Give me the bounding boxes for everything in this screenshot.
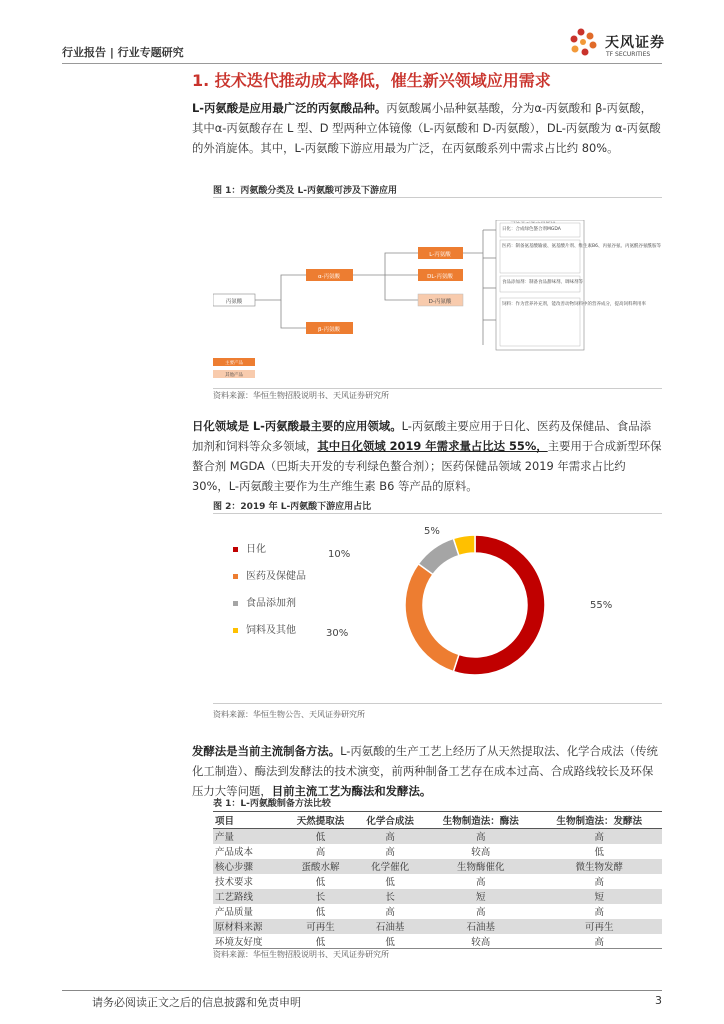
logo-sub: TF SECURITIES: [606, 51, 651, 58]
legend-label-2: 食品添加剂: [246, 598, 296, 609]
table-row: [213, 844, 662, 859]
fig2-top-line: [213, 513, 662, 514]
legend-item-1: [233, 567, 306, 582]
legend-label-3: 饲料及其他: [246, 625, 296, 636]
donut-chart: [400, 530, 550, 680]
footer-disclaimer: 请务必阅读正文之后的信息披露和免责申明: [92, 996, 301, 1009]
table-row: [213, 829, 662, 844]
table-cell: 低: [594, 847, 604, 858]
table-cell: 高: [385, 847, 395, 858]
app-3: 食品添加剂：制备食品甜味剂、调味剂等: [502, 280, 583, 285]
table-cell: 高: [594, 877, 604, 888]
node-alpha: α-丙氨酸: [317, 274, 341, 280]
fig2-source: 资料来源：华恒生物公告、天风证券研究所: [213, 710, 365, 719]
table-cell: 短: [425, 889, 537, 904]
table-row: [213, 859, 662, 874]
legend-label-1: 医药及保健品: [246, 571, 306, 582]
table-cell: 核心步骤: [213, 859, 286, 874]
data-label-1: 30%: [326, 628, 349, 639]
p3-bold1: 发酵法是当前主流制备方法。: [192, 744, 341, 758]
table-cell: 长: [355, 889, 425, 904]
fig1-top-line: [213, 197, 662, 198]
table-header-4: 生物制造法：发酵法: [537, 812, 663, 829]
table-cell: 高: [594, 907, 604, 918]
table-header-2: 化学合成法: [355, 812, 425, 829]
methods-table: [213, 811, 662, 949]
table-cell: 蛋酸水解: [286, 859, 356, 874]
app-1: 日化：合成绿色螯合剂MGDA: [502, 227, 561, 232]
node-dl: DL-丙氨酸: [427, 274, 453, 280]
p1-bold: L-丙氨酸是应用最广泛的丙氨酸品种。: [192, 101, 387, 115]
table-cell: 低: [286, 934, 356, 949]
table-cell: 较高: [471, 847, 491, 858]
data-label-2: 10%: [328, 549, 351, 560]
table-cell: 可再生: [286, 919, 356, 934]
table-cell: 短: [537, 889, 663, 904]
header-label: 行业报告 | 行业专题研究: [62, 46, 184, 59]
legend-item-0: [233, 540, 266, 555]
page-number: 3: [655, 994, 662, 1007]
p2-bold1: 日化领域是 L-丙氨酸最主要的应用领域。: [192, 419, 402, 433]
table-cell: 产量: [213, 829, 286, 844]
donut-slice-2: [418, 538, 459, 574]
paragraph-2: [192, 416, 662, 496]
logo-name: 天风证券: [605, 35, 665, 51]
table-cell: 较高: [425, 934, 537, 949]
table-cell: 产品成本: [215, 847, 254, 858]
table1-source: 资料来源：华恒生物招股说明书、天风证券研究所: [213, 950, 389, 959]
table-cell: 高: [385, 907, 395, 918]
legend-main: 主要产品: [225, 361, 243, 366]
table-cell: 可再生: [537, 919, 663, 934]
legend-marker-2: [233, 601, 238, 606]
fig2-bottom-line: [213, 703, 662, 704]
table-row: [213, 919, 662, 934]
table-cell: 石油基: [355, 919, 425, 934]
classification-diagram: [213, 220, 662, 385]
table-row: [213, 934, 662, 949]
legend-label-0: 日化: [246, 544, 266, 555]
table-cell: 生物酶催化: [425, 859, 537, 874]
node-beta: β-丙氨酸: [318, 327, 340, 333]
legend-other: 其他产品: [225, 373, 243, 378]
table-cell: 高: [475, 877, 486, 888]
fig2-title: 图 2：2019 年 L-丙氨酸下游应用占比: [213, 502, 372, 512]
table-cell: 技术要求: [215, 877, 254, 888]
table-cell: 长: [286, 889, 356, 904]
table-cell: 高: [537, 829, 663, 844]
legend-item-2: [233, 594, 296, 609]
paragraph-1: [192, 98, 662, 158]
p3-text1: L-丙氨酸的生产工艺上经历了从天然提取法、化学合成法（传统化工制造）、酶法到发酵法的技术演变，前两种制备工艺存在成本过高、合成路线较长及环保压力大等问题，: [192, 744, 658, 798]
table-header-1: 天然提取法: [286, 812, 356, 829]
legend-marker-0: [233, 547, 238, 552]
table-header-0: 项目: [213, 812, 286, 829]
p2-text1: L-丙氨酸主要应用于日化、医药及保健品、食品添加剂和饲料等众多领域，: [192, 419, 652, 453]
table-header-row: [213, 812, 662, 829]
p1-text: 丙氨酸属小品种氨基酸，分为α-丙氨酸和 β-丙氨酸，其中α-丙氨酸存在 L 型、D 型两种立体镜像（L-丙氨酸和 D-丙氨酸），DL-丙氨酸为 α-丙氨酸的外消旋体。其中，L-丙氨酸下游应用最为广泛，在丙氨酸系列中需求占比约 80%。: [192, 101, 661, 155]
table-cell: 原材料来源: [213, 919, 286, 934]
node-d: D-丙氨酸: [428, 299, 452, 305]
table-header-3: 生物制造法：酶法: [425, 812, 537, 829]
table-cell: 工艺路线: [213, 889, 286, 904]
table-cell: 微生物发酵: [537, 859, 663, 874]
table-cell: 低: [315, 877, 326, 888]
app-4: 饲料：作为营养补充剂，能改善动物饲料中的营养成分，提高饲料利用率: [502, 302, 646, 307]
p2-bold2: 其中日化领域 2019 年需求量占比达 55%，: [317, 439, 548, 453]
table-row: [213, 904, 662, 919]
legend-marker-1: [233, 574, 238, 579]
donut-slice-1: [405, 564, 459, 672]
table-cell: 低: [385, 877, 395, 888]
fig1-source: 资料来源：华恒生物招股说明书、天风证券研究所: [213, 391, 389, 400]
table-cell: 化学催化: [355, 859, 425, 874]
table1-title: 表 1：L-丙氨酸制备方法比较: [213, 799, 331, 809]
table-cell: 高: [315, 847, 326, 858]
table-cell: 环境友好度: [213, 934, 286, 949]
paragraph-3: [192, 741, 662, 801]
p2-text2: 主要用于合成新型环保螯合剂 MGDA（巴斯夫开发的专利绿色螯合剂）；医药保健品领域 2019 年需求占比约 30%，L-丙氨酸主要作为生产维生素 B6 等产品的原料。: [192, 439, 662, 493]
section-title: 1. 技术迭代推动成本降低，催生新兴领域应用需求: [192, 71, 551, 90]
table-cell: 高: [425, 829, 537, 844]
app-2: 医药：制备氨基酸输液、氨基酸片剂、维生素B6、丙氨谷氨、丙氨酰谷氨酰胺等: [502, 244, 661, 249]
legend-marker-3: [233, 628, 238, 633]
table-cell: 低: [315, 907, 326, 918]
table-row: [213, 889, 662, 904]
footer-divider: [62, 990, 662, 991]
header-divider: [62, 63, 662, 64]
donut-slice-0: [453, 535, 545, 675]
data-label-0: 55%: [590, 600, 613, 611]
table-cell: 产品质量: [215, 907, 254, 918]
table-cell: 高: [475, 907, 486, 918]
fig1-title: 图 1：丙氨酸分类及 L-丙氨酸可涉及下游应用: [213, 186, 398, 196]
node-root: 丙氨酸: [225, 299, 243, 305]
data-label-3: 5%: [424, 526, 440, 537]
table-cell: 石油基: [425, 919, 537, 934]
node-l: L-丙氨酸: [429, 252, 451, 258]
table-cell: 高: [537, 934, 663, 949]
legend-item-3: [233, 621, 296, 636]
table-row: [213, 874, 662, 889]
table-cell: 低: [286, 829, 356, 844]
fig1-bottom-line: [213, 388, 662, 389]
table-cell: 低: [355, 934, 425, 949]
table-cell: 高: [355, 829, 425, 844]
p3-bold2: 目前主流工艺为酶法和发酵法。: [271, 784, 432, 798]
